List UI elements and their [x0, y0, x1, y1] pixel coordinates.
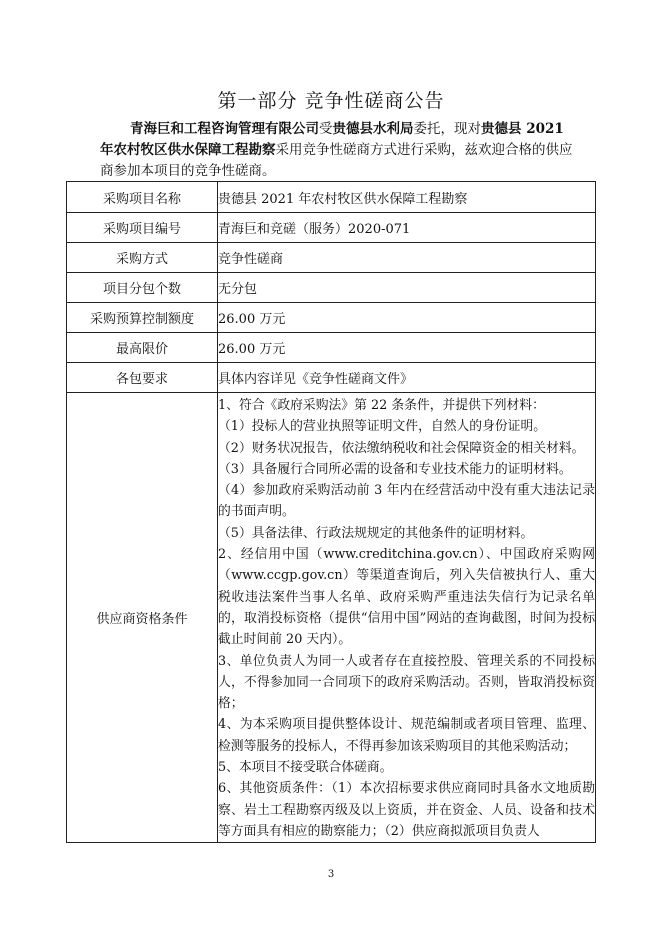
row-value: 具体内容详见《竞争性磋商文件》 — [218, 363, 596, 393]
qualification-item: 4、为本采购项目提供整体设计、规范编制或者项目管理、监理、检测等服务的投标人，不得再参加该采购项目的其他采购活动； — [218, 717, 595, 754]
row-label: 采购方式 — [67, 243, 218, 273]
row-value: 竞争性磋商 — [218, 243, 596, 273]
row-value: 无分包 — [218, 273, 596, 303]
row-label: 各包要求 — [67, 363, 218, 393]
table-row — [67, 363, 596, 393]
qualification-item: （2）财务状况报告，依法缴纳税收和社会保障资金的相关材料。 — [218, 440, 585, 456]
table-row — [67, 182, 596, 213]
procurement-table — [66, 181, 596, 843]
row-label: 采购项目名称 — [67, 182, 218, 213]
qualification-item: （4）参加政府采购活动前 3 年内在经营活动中没有重大违法记录的书面声明。 — [218, 483, 595, 520]
client-name: 贵德县水利局 — [332, 121, 414, 137]
intro-text-3: 采用竞争性磋商方式进行采购，兹欢迎合格的供应商参加本项目的竞争性磋商。 — [100, 142, 573, 179]
row-label: 采购预算控制额度 — [67, 303, 218, 333]
intro-text-1: 受 — [319, 121, 333, 137]
qualification-item: 3、单位负责人为同一人或者存在直接控股、管理关系的不同投标人，不得参加同一合同项下的政府采购活动。否则，皆取消投标资格； — [218, 653, 595, 712]
table-row — [67, 333, 596, 363]
qualification-item: （3）具备履行合同所必需的设备和专业技术能力的证明材料。 — [218, 461, 572, 477]
qualification-item: （5）具备法律、行政法规规定的其他条件的证明材料。 — [218, 525, 534, 541]
row-value: 26.00 万元 — [218, 303, 596, 333]
page-title: 第一部分 竞争性磋商公告 — [217, 90, 445, 112]
table-row — [67, 213, 596, 243]
row-value: 青海巨和竞磋（服务）2020-071 — [218, 213, 596, 243]
qualification-item: 5、本项目不接受联合体磋商。 — [218, 760, 393, 776]
table-row-qualifications — [67, 393, 596, 843]
qualification-item: （1）投标人的营业执照等证明文件，自然人的身份证明。 — [218, 419, 547, 435]
qualification-item: 1、符合《政府采购法》第 22 条条件，并提供下列材料： — [218, 398, 545, 413]
page-number: 3 — [327, 869, 335, 880]
table-row — [67, 303, 596, 333]
row-value: 贵德县 2021 年农村牧区供水保障工程勘察 — [218, 182, 596, 213]
qualifications-content — [218, 393, 596, 843]
qualification-item: 2、经信用中国（www.creditchina.gov.cn）、中国政府采购网（www.ccgp.gov.cn）等渠道查询后，列入失信被执行人、重大税收违法案件当事人名单、政府采购严重违法失信行为记录名单的，取消投标资格（提供“信用中国”网站的查询截图，时间为投标截止时间前 20 天内）。 — [218, 547, 595, 648]
intro-paragraph — [100, 119, 580, 182]
row-label: 项目分包个数 — [67, 273, 218, 303]
row-value: 26.00 万元 — [218, 333, 596, 363]
row-label: 采购项目编号 — [67, 213, 218, 243]
agency-name: 青海巨和工程咨询管理有限公司 — [130, 121, 319, 137]
intro-text-2: 委托，现对 — [413, 121, 481, 137]
project-name: 贵德县 2021 年农村牧区供水保障工程勘察 — [100, 121, 564, 158]
row-label: 最高限价 — [67, 333, 218, 363]
table-row — [67, 273, 596, 303]
table-row — [67, 243, 596, 273]
qualifications-label: 供应商资格条件 — [67, 393, 218, 843]
qualification-item: 6、其他资质条件：（1）本次招标要求供应商同时具备水文地质勘察、岩土工程勘察丙级及以上资质，并在资金、人员、设备和技术等方面具有相应的勘察能力；（2）供应商拟派项目负责人 — [218, 781, 595, 839]
